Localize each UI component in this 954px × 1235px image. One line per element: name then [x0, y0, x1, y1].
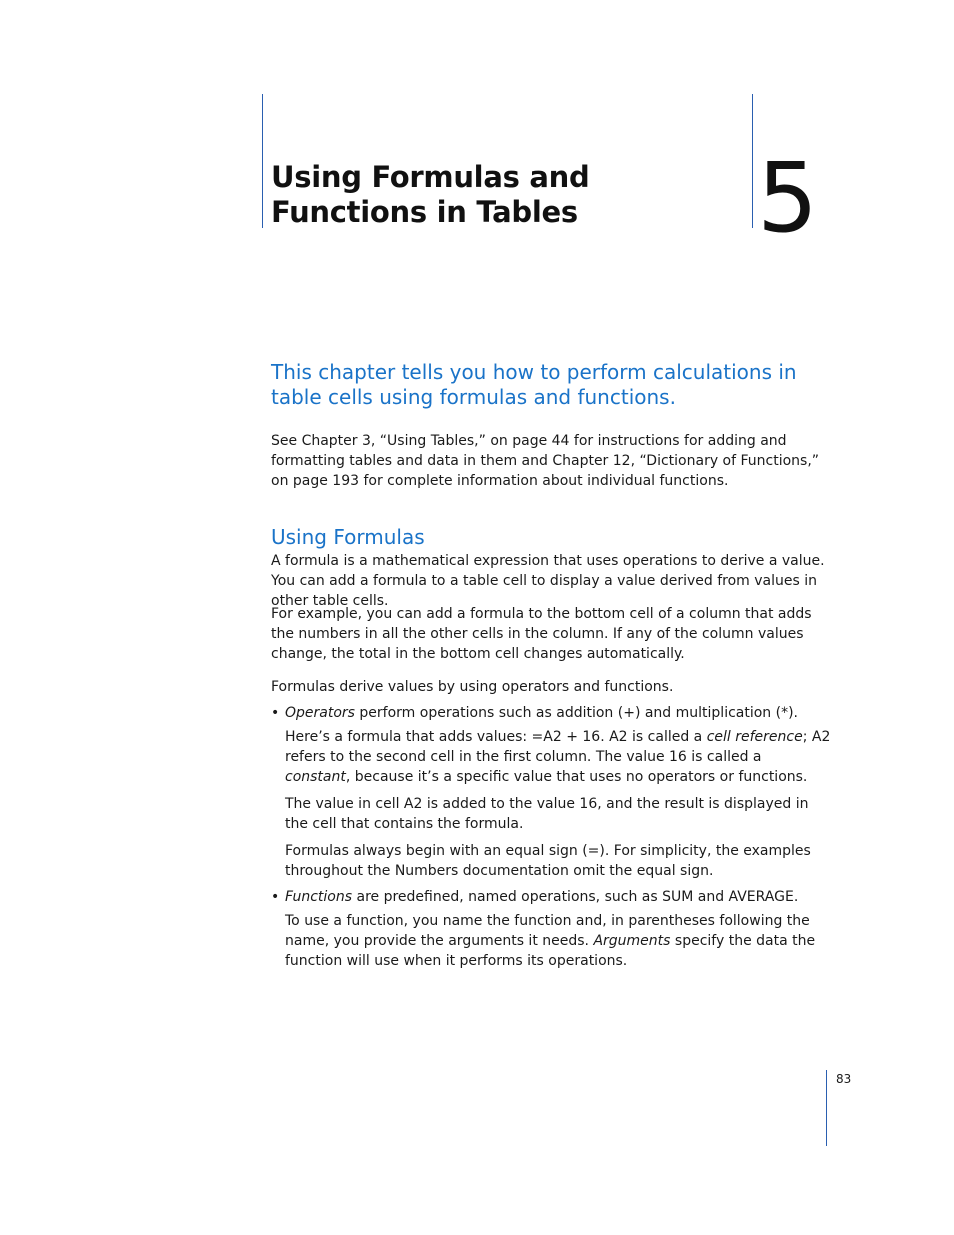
chapter-title-rule [262, 94, 263, 228]
chapter-title: Using Formulas and Functions in Tables [271, 160, 590, 229]
functions-text: are predefined, named operations, such as SUM and AVERAGE. [352, 889, 799, 905]
operators-functions-paragraph: Formulas derive values by using operators and functions. [271, 679, 674, 695]
section-heading: Using Formulas [271, 525, 425, 549]
constant-term: constant [285, 769, 346, 785]
see-also-paragraph: See Chapter 3, “Using Tables,” on page 44 for instructions for adding and formatting tables and data in them and Chapter 12, “Dictionary of Functions,” on page 193 for complete information about individual functions. [271, 433, 820, 489]
operators-example-text-c: , because it’s a specific value that uses no operators or functions. [345, 769, 808, 785]
equal-sign-paragraph: Formulas always begin with an equal sign (=). For simplicity, the examples throughout the Numbers documentation omit the equal sign. [285, 843, 811, 879]
functions-usage-paragraph [285, 911, 831, 971]
bullet-marker: • [271, 889, 280, 905]
chapter-intro: This chapter tells you how to perform calculations in table cells using formulas and functions. [271, 360, 797, 409]
operators-example-paragraph [285, 727, 831, 787]
functions-usage-text-b: specify the data the function will use when it performs its operations. [285, 933, 816, 969]
cell-reference-term: cell reference [706, 729, 803, 745]
operators-term: Operators [285, 705, 355, 721]
operators-example-text-b: ; A2 refers to the second cell in the first column. The value 16 is called a [285, 729, 831, 765]
formula-definition-paragraph: A formula is a mathematical expression that uses operations to derive a value. You can add a formula to a table cell to display a value derived from values in other table cells. [271, 553, 825, 609]
functions-usage-text-a: To use a function, you name the function and, in parentheses following the name, you provide the arguments it needs. [285, 913, 810, 949]
chapter-number-rule [752, 94, 753, 228]
arguments-term: Arguments [593, 933, 671, 949]
formula-example-paragraph: For example, you can add a formula to the bottom cell of a column that adds the numbers in all the other cells in the column. If any of the column values change, the total in the bottom cell changes automatically. [271, 606, 812, 662]
operators-bullet [285, 703, 831, 723]
operators-example-text-a: Here’s a formula that adds values: =A2 + 16. A2 is called a [285, 729, 707, 745]
chapter-number: 5 [757, 142, 819, 254]
page-number: 83 [836, 1072, 852, 1086]
functions-term: Functions [285, 889, 353, 905]
operators-text: perform operations such as addition (+) and multiplication (*). [354, 705, 799, 721]
page-number-rule [826, 1070, 827, 1146]
bullet-marker: • [271, 705, 280, 721]
addition-result-paragraph: The value in cell A2 is added to the value 16, and the result is displayed in the cell that contains the formula. [285, 796, 809, 832]
functions-bullet [285, 887, 831, 907]
